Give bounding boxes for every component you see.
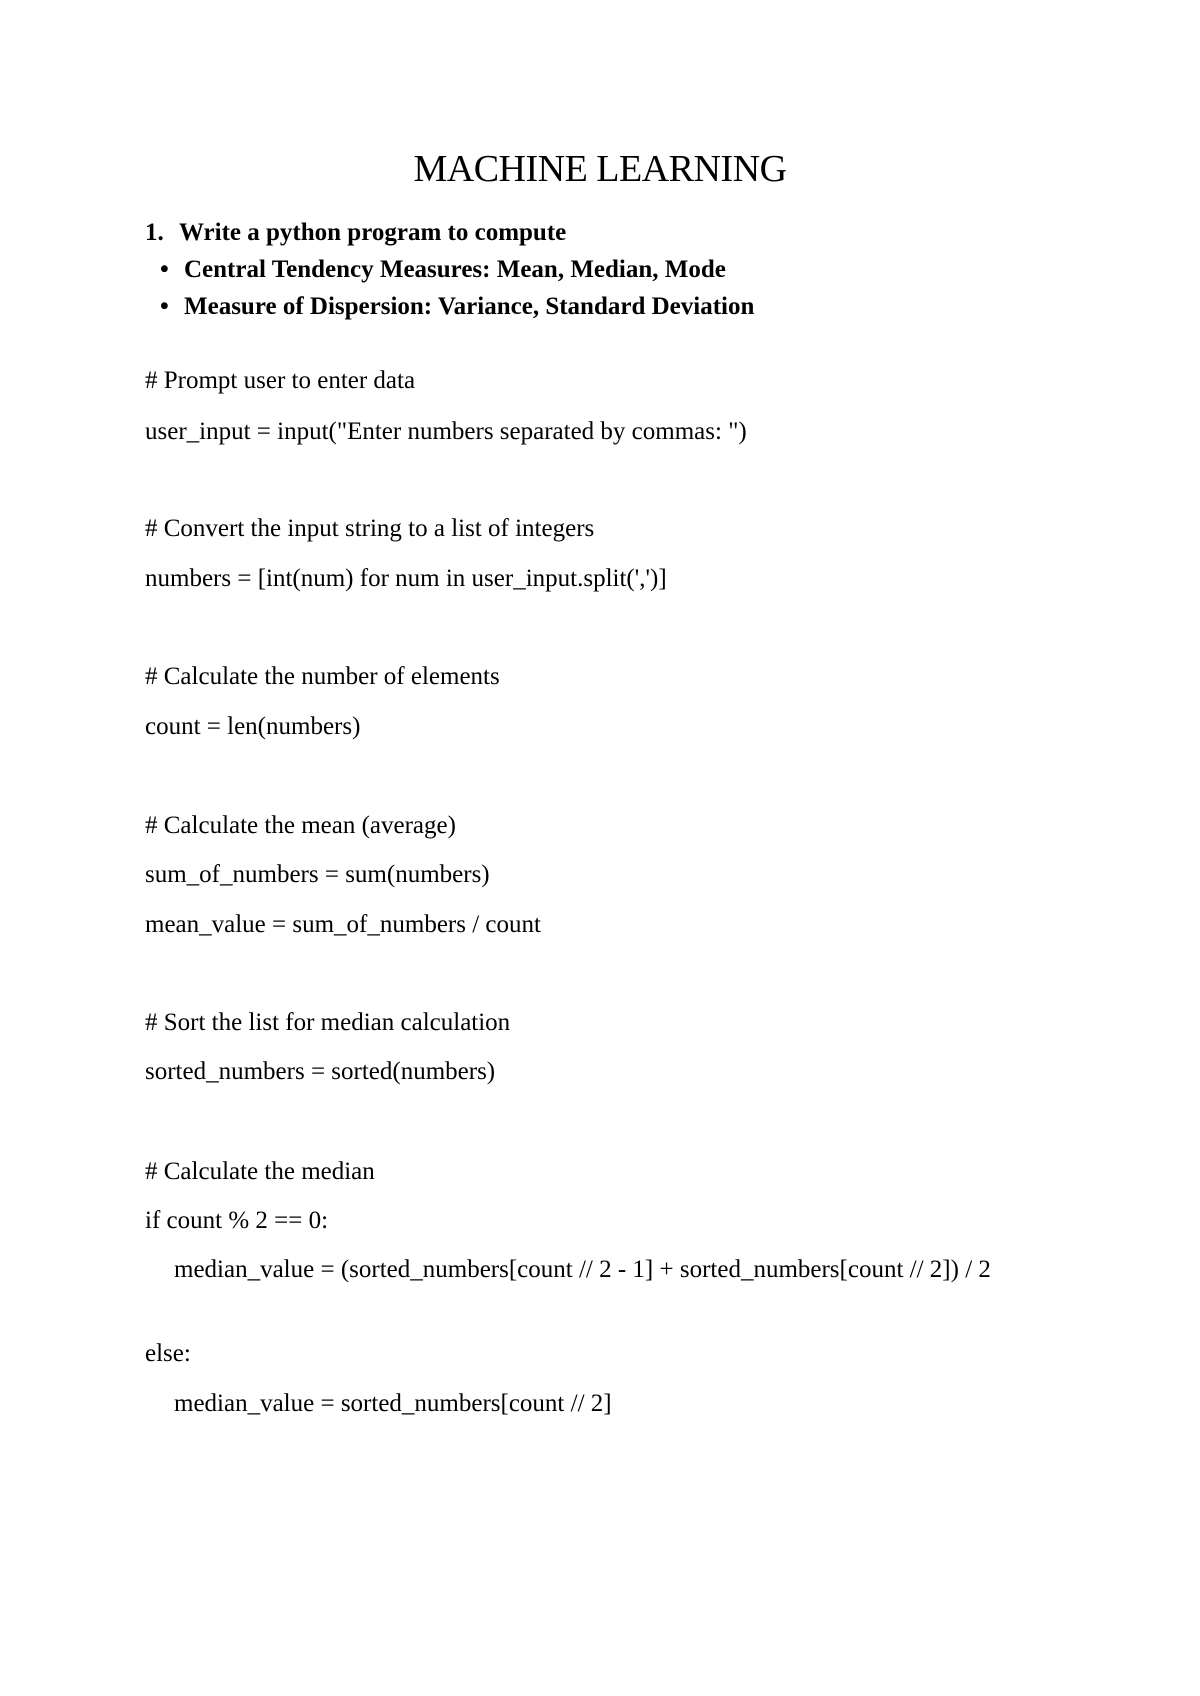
bullet-text: Measure of Dispersion: Variance, Standard Deviation [184,293,755,320]
list-item [160,255,754,292]
code-line: sorted_numbers = sorted(numbers) [145,1058,496,1085]
page-title: MACHINE LEARNING [413,148,787,190]
code-comment: # Prompt user to enter data [145,367,416,394]
task-text: Write a python program to compute [179,219,567,246]
bullet-text: Central Tendency Measures: Mean, Median, Mode [184,256,726,283]
code-line: mean_value = sum_of_numbers / count [145,911,541,938]
task-bullet-list [160,255,754,329]
code-line: else: [145,1340,191,1367]
code-line: if count % 2 == 0: [145,1207,329,1234]
task-number: 1. [145,219,164,246]
code-comment: # Calculate the number of elements [145,663,500,690]
code-comment: # Calculate the median [145,1158,375,1185]
bullet-icon: • [160,293,169,320]
code-line: sum_of_numbers = sum(numbers) [145,861,490,888]
code-line: median_value = sorted_numbers[count // 2] [174,1390,612,1417]
code-line-wrapped: median_value = (sorted_numbers[count // 2 - 1] + sorted_numbers[count // 2]) / 2 [174,1256,991,1283]
code-line: user_input = input("Enter numbers separated by commas: ") [145,418,747,445]
bullet-icon: • [160,256,169,283]
task-heading [145,218,566,248]
code-comment: # Convert the input string to a list of integers [145,515,595,542]
code-line: numbers = [int(num) for num in user_input.split(',')] [145,565,667,592]
code-line: count = len(numbers) [145,713,361,740]
code-comment: # Sort the list for median calculation [145,1009,511,1036]
list-item [160,292,754,329]
code-comment: # Calculate the mean (average) [145,812,456,839]
